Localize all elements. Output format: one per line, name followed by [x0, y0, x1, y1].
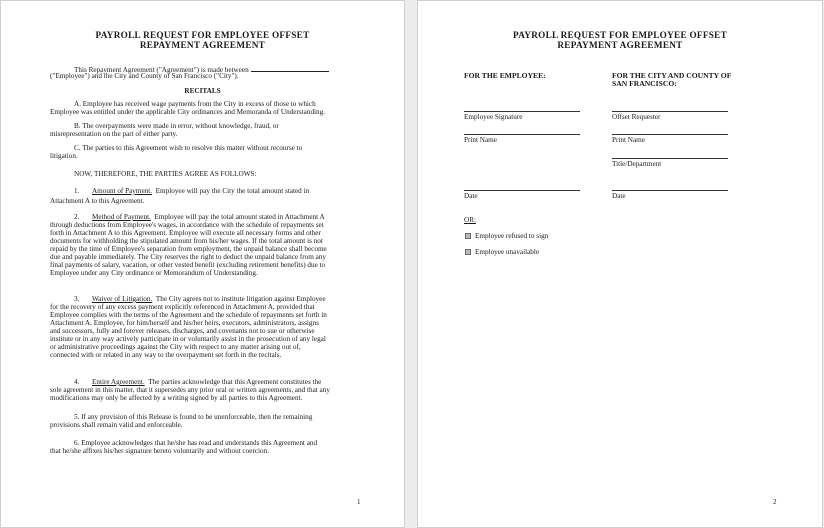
- document-page-2: [417, 0, 823, 528]
- recital-c-line-2: litigation.: [50, 152, 78, 160]
- print-name-label-right: Print Name: [612, 136, 645, 144]
- item-3-line-5: and successors, fully and forever releases, discharges, and covenants not to sue or otherwise: [50, 327, 315, 335]
- item-2-line-7: final payments of salary, vacation, or other vested benefit (excluding retirement benefits) due to: [50, 261, 326, 269]
- item-4-line-2: sole agreement in this matter, that it supersedes any prior oral or written agreements, and that any: [50, 386, 330, 394]
- date-label-right: Date: [612, 192, 626, 200]
- item-3-heading: Waiver of Litigation.: [91, 295, 153, 303]
- page-number-1: 1: [357, 498, 361, 506]
- item-5-line-1: 5. If any provision of this Release is found to be unenforceable, then the remaining: [74, 413, 313, 421]
- or-label: OR:: [464, 216, 476, 224]
- recital-a-line-2: Employee was entitled under the applicable City ordinances and Memoranda of Understanding.: [50, 108, 326, 116]
- item-6-line-2: that he/she affixes his/her signature hereto voluntarily and without coercion.: [50, 447, 270, 455]
- print-name-label-left: Print Name: [464, 136, 497, 144]
- document-page-1: [0, 0, 405, 528]
- recital-c-line-1: C. The parties to this Agreement wish to resolve this matter without recourse to: [74, 144, 303, 152]
- item-6-line-1: 6. Employee acknowledges that he/she has read and understands this Agreement and: [74, 439, 318, 447]
- for-city-heading-line-2: SAN FRANCISCO:: [612, 79, 677, 88]
- print-name-line-right[interactable]: [612, 134, 728, 135]
- item-1-heading: Amount of Payment.: [91, 187, 153, 195]
- recital-a-line-1: A. Employee has received wage payments from the City in excess of those to which: [74, 100, 316, 108]
- item-1-number: 1.: [74, 187, 80, 195]
- item-3-line-3: Employee complies with the terms of the Agreement and the schedule of repayments set forth in: [50, 311, 327, 319]
- item-2-number: 2.: [74, 213, 80, 221]
- item-1-line-2: Attachment A to this Agreement.: [50, 197, 145, 205]
- date-line-left[interactable]: [464, 190, 580, 191]
- employee-signature-label: Employee Signature: [464, 113, 523, 121]
- item-2-line-5: repaid by the time of Employee's separation from employment, the unpaid balance shall become: [50, 245, 327, 253]
- item-3-line-7: or administrative proceedings against the City with respect to any matter arising out of,: [50, 343, 301, 351]
- date-label-left: Date: [464, 192, 478, 200]
- refused-label: Employee refused to sign: [475, 232, 549, 240]
- intro-line-2: ("Employee") and the City and County of San Francisco ("City").: [50, 72, 239, 80]
- item-3-line-4: Attachment A. Employee, for him/herself and his/her heirs, executors, administrators, assigns: [50, 319, 319, 327]
- item-3-line-8: connected with or related in any way to the overpayment set forth in the recitals.: [50, 351, 282, 359]
- item-2-heading: Method of Payment.: [91, 213, 151, 221]
- item-2-line-8: Employee under any City ordinance or Memorandum of Understanding.: [50, 269, 258, 277]
- employee-name-blank: [251, 64, 329, 72]
- page1-title: [1, 31, 404, 50]
- item-3-line-2: for the recovery of any excess payment explicitly referenced in Attachment A, provided that: [50, 303, 315, 311]
- item-1-text: Employee will pay the City the total amount stated in: [155, 187, 310, 195]
- item-3-line-6: institute or in any way actively participate in or voluntarily assist in the prosecution of any legal: [50, 335, 326, 343]
- title-department-label: Title/Department: [612, 160, 662, 168]
- offset-requester-label: Offset Requester: [612, 113, 661, 121]
- title-department-line[interactable]: [612, 158, 728, 159]
- date-line-right[interactable]: [612, 190, 728, 191]
- recitals-heading: RECITALS: [184, 87, 221, 95]
- print-name-line-left[interactable]: [464, 134, 580, 135]
- item-5-line-2: provisions shall remain valid and enforceable.: [50, 421, 183, 429]
- page-number-2: 2: [773, 498, 777, 506]
- intro-text: This Repayment Agreement ("Agreement") is made between: [74, 66, 249, 74]
- item-3-number: 3.: [74, 295, 80, 303]
- title-line-1: PAYROLL REQUEST FOR EMPLOYEE OFFSET: [95, 30, 310, 40]
- item-4-heading: Entire Agreement.: [91, 378, 145, 386]
- page2-title: [418, 31, 822, 50]
- recital-b-line-2: misrepresentation on the part of either party.: [50, 130, 178, 138]
- item-2-line-3: forth in Attachment A to this Agreement. Employee will execute all necessary forms and other: [50, 229, 321, 237]
- recital-b-line-1: B. The overpayments were made in error, without knowledge, fraud, or: [74, 122, 279, 130]
- offset-requester-line[interactable]: [612, 111, 728, 112]
- for-city-heading-line-1: FOR THE CITY AND COUNTY OF: [612, 71, 732, 80]
- item-2-line-6: due and payable immediately. The City reserves the right to deduct the unpaid balance from any: [50, 253, 327, 261]
- agree-heading: NOW, THEREFORE, THE PARTIES AGREE AS FOLLOWS:: [74, 170, 257, 178]
- item-4-number: 4.: [74, 378, 80, 386]
- title-line-1: PAYROLL REQUEST FOR EMPLOYEE OFFSET: [512, 30, 728, 40]
- item-2-line-2: through deductions from Employee's wages, in accordance with the schedule of repayments set: [50, 221, 324, 229]
- item-4-line-3: modifications may only be affected by a writing signed by all parties to this Agreement.: [50, 394, 303, 402]
- title-line-2: REPAYMENT AGREEMENT: [557, 39, 683, 50]
- unavailable-checkbox[interactable]: [465, 249, 471, 255]
- item-2-line-4: documents for withholding the stipulated amount from his/her wages. If the total amount is not: [50, 237, 323, 245]
- employee-signature-line[interactable]: [464, 111, 580, 112]
- unavailable-label: Employee unavailable: [475, 248, 540, 256]
- item-3-text: The City agrees not to institute litigation against Employee: [155, 295, 326, 303]
- item-2-text: Employee will pay the total amount stated in Attachment A: [154, 213, 325, 221]
- item-1-line-1: [74, 187, 309, 195]
- for-employee-heading: FOR THE EMPLOYEE:: [464, 71, 546, 80]
- item-4-text: The parties acknowledge that this Agreement constitutes the: [148, 378, 322, 386]
- title-line-2: REPAYMENT AGREEMENT: [139, 39, 266, 50]
- refused-checkbox[interactable]: [465, 233, 471, 239]
